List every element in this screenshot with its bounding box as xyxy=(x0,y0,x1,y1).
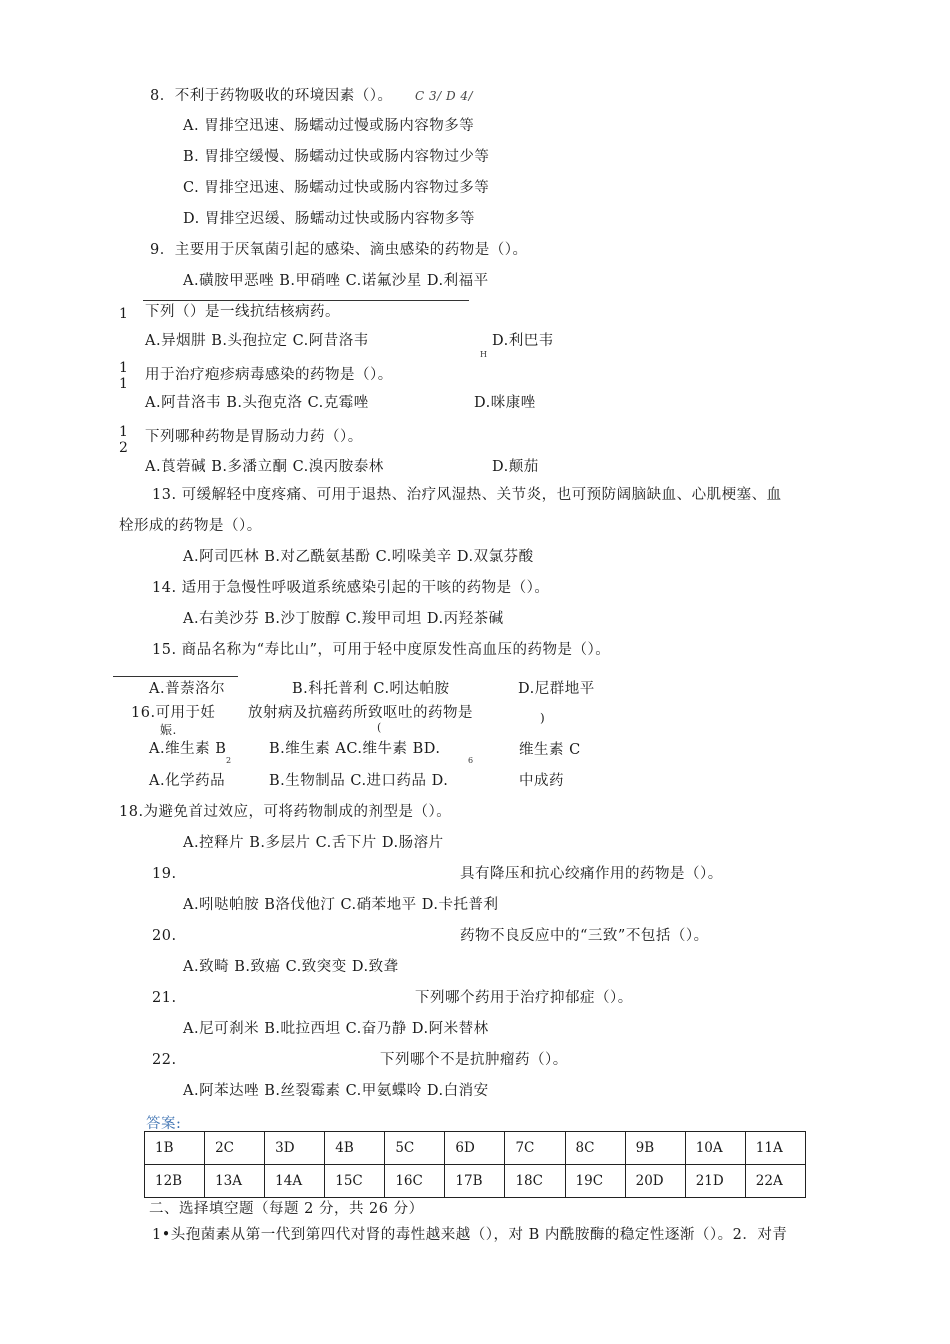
q14-stem: 14. 适用于急慢性呼吸道系统感染引起的干咳的药物是（）。 xyxy=(152,580,550,596)
q21-options: A.尼可刹米 B.吡拉西坦 C.奋乃静 D.阿米替林 xyxy=(183,1021,489,1037)
answer-cell: 7C xyxy=(505,1132,565,1165)
q13-options: A.阿司匹林 B.对乙酰氨基酚 C.吲哚美辛 D.双氯芬酸 xyxy=(183,549,534,565)
q12-number-a: 1 xyxy=(119,424,128,440)
q16-stem-a: 16.可用于妊 xyxy=(131,705,216,721)
q20-options: A.致畸 B.致癌 C.致突变 D.致聋 xyxy=(183,959,399,975)
q17-option-a: A.化学药品 xyxy=(149,773,226,789)
q9-rule xyxy=(143,300,469,301)
q16-subscript-1: 2 xyxy=(226,756,232,765)
q12-stem: 下列哪种药物是胃肠动力药（）。 xyxy=(145,429,363,445)
q16-paren-open: ( xyxy=(377,721,382,734)
q21-stem: 下列哪个药用于治疗抑郁症（）。 xyxy=(415,990,633,1006)
answer-cell: 19C xyxy=(565,1165,625,1198)
answer-cell: 18C xyxy=(505,1165,565,1198)
section2-title: 二、选择填空题（每题 2 分，共 26 分） xyxy=(149,1201,424,1217)
answer-cell: 17B xyxy=(445,1165,505,1198)
q19-number: 19. xyxy=(152,866,177,882)
q13-stem: 13. 可缓解轻中度疼痛、可用于退热、治疗风湿热、关节炎，也可预防阔脑缺血、心肌梗塞、血 xyxy=(152,487,782,503)
q11-stem: 用于治疗疱疹病毒感染的药物是（）。 xyxy=(145,367,393,383)
answer-cell: 16C xyxy=(385,1165,445,1198)
q17-option-bcd: B.生物制品 C.进口药品 D. xyxy=(269,773,449,789)
q17-option-d-end: 中成药 xyxy=(519,773,564,789)
q8-option-d: D. 胃排空迟缓、肠蠕动过快或肠内容物多等 xyxy=(183,211,475,227)
q19-options: A.吲哒帕胺 B洛伐他汀 C.硝苯地平 D.卡托普利 xyxy=(183,897,499,913)
q19-stem: 具有降压和抗心绞痛作用的药物是（）。 xyxy=(460,866,723,882)
answer-cell: 22A xyxy=(745,1165,805,1198)
q21-number: 21. xyxy=(152,990,177,1006)
q10-mark: H xyxy=(480,350,487,359)
answer-cell: 2C xyxy=(205,1132,265,1165)
q13-stem-cont: 栓形成的药物是（）。 xyxy=(119,518,262,534)
q14-options: A.右美沙芬 B.沙丁胺醇 C.羧甲司坦 D.丙羟茶碱 xyxy=(183,611,504,627)
q16-subscript-2: 6 xyxy=(468,756,474,765)
q15-option-bc: B.科托普利 C.吲达帕胺 xyxy=(292,681,450,697)
answer-row-2 xyxy=(145,1165,806,1198)
answer-cell: 13A xyxy=(205,1165,265,1198)
q22-stem: 下列哪个不是抗肿瘤药（）。 xyxy=(380,1052,568,1068)
q18-options: A.控释片 B.多层片 C.舌下片 D.肠溶片 xyxy=(183,835,444,851)
answer-row-1 xyxy=(145,1132,806,1165)
q20-stem: 药物不良反应中的“三致”不包括（）。 xyxy=(460,928,709,944)
q8-option-a: A. 胃排空迅速、肠蠕动过慢或肠内容物多等 xyxy=(183,118,475,134)
q8-option-c: C. 胃排空迅速、肠蠕动过快或肠内容物过多等 xyxy=(183,180,490,196)
answer-cell: 8C xyxy=(565,1132,625,1165)
answer-table xyxy=(144,1131,806,1198)
q16-option-a: A.维生素 B xyxy=(149,741,227,757)
q12-option-abc: A.莨菪碱 B.多潘立酮 C.溴丙胺泰林 xyxy=(145,459,384,475)
q11-number-a: 1 xyxy=(119,360,128,376)
q9-options: A.磺胺甲恶唑 B.甲硝唑 C.诺氟沙星 D.利福平 xyxy=(183,273,489,289)
q16-paren-close: ) xyxy=(540,711,546,725)
q16-stem-b: 放射病及抗癌药所致呕吐的药物是 xyxy=(248,705,473,721)
q22-options: A.阿苯达唑 B.丝裂霉素 C.甲氨蝶呤 D.白消安 xyxy=(183,1083,489,1099)
q11-option-d: D.咪康唑 xyxy=(474,395,536,411)
q8-option-b: B. 胃排空缓慢、肠蠕动过快或肠内容物过少等 xyxy=(183,149,490,165)
q9-stem: 9．主要用于厌氧菌引起的感染、滴虫感染的药物是（）。 xyxy=(150,242,528,258)
answer-cell: 15C xyxy=(325,1165,385,1198)
answer-cell: 12B xyxy=(145,1165,205,1198)
q12-number-b: 2 xyxy=(119,440,128,456)
q20-number: 20. xyxy=(152,928,177,944)
q15-option-a: A.普萘洛尔 xyxy=(149,681,226,697)
q15-stem: 15. 商品名称为“寿比山”，可用于轻中度原发性高血压的药物是（）。 xyxy=(152,642,611,658)
answer-cell: 9B xyxy=(625,1132,685,1165)
q15-option-d: D.尼群地平 xyxy=(518,681,595,697)
q12-option-d: D.颠茄 xyxy=(492,459,539,475)
q10-option-abc: A.异烟肼 B.头孢拉定 C.阿昔洛韦 xyxy=(145,333,369,349)
q15-rule xyxy=(113,676,238,677)
answer-cell: 14A xyxy=(265,1165,325,1198)
q10-number: 1 xyxy=(119,306,128,322)
q8-noise: C 3/ D 4/ xyxy=(415,89,474,103)
q11-number-b: 1 xyxy=(119,376,128,392)
answer-cell: 6D xyxy=(445,1132,505,1165)
answer-cell: 3D xyxy=(265,1132,325,1165)
answer-cell: 10A xyxy=(685,1132,745,1165)
q18-stem: 18.为避免首过效应，可将药物制成的剂型是（）。 xyxy=(119,804,452,820)
answer-cell: 20D xyxy=(625,1165,685,1198)
q11-option-abc: A.阿昔洛韦 B.头孢克洛 C.克霉唑 xyxy=(145,395,369,411)
answer-cell: 21D xyxy=(685,1165,745,1198)
answer-cell: 1B xyxy=(145,1132,205,1165)
q16-stem-a2: 娠. xyxy=(160,723,177,737)
q16-option-c-end: 维生素 C xyxy=(519,742,581,758)
q10-stem: 下列（）是一线抗结核病药。 xyxy=(145,304,340,320)
q22-number: 22. xyxy=(152,1052,177,1068)
answer-cell: 11A xyxy=(745,1132,805,1165)
answer-cell: 5C xyxy=(385,1132,445,1165)
q10-option-d: D.利巴韦 xyxy=(492,333,554,349)
q8-stem: 8．不利于药物吸收的环境因素（）。 xyxy=(150,88,393,104)
section2-line1: 1•头孢菌素从第一代到第四代对肾的毒性越来越（），对 B 内酰胺酶的稳定性逐渐（）。2．对青 xyxy=(152,1227,788,1243)
answer-label: 答案: xyxy=(146,1116,182,1132)
q16-option-bcd: B.维生素 AC.维牛素 BD. xyxy=(269,741,441,757)
answer-cell: 4B xyxy=(325,1132,385,1165)
